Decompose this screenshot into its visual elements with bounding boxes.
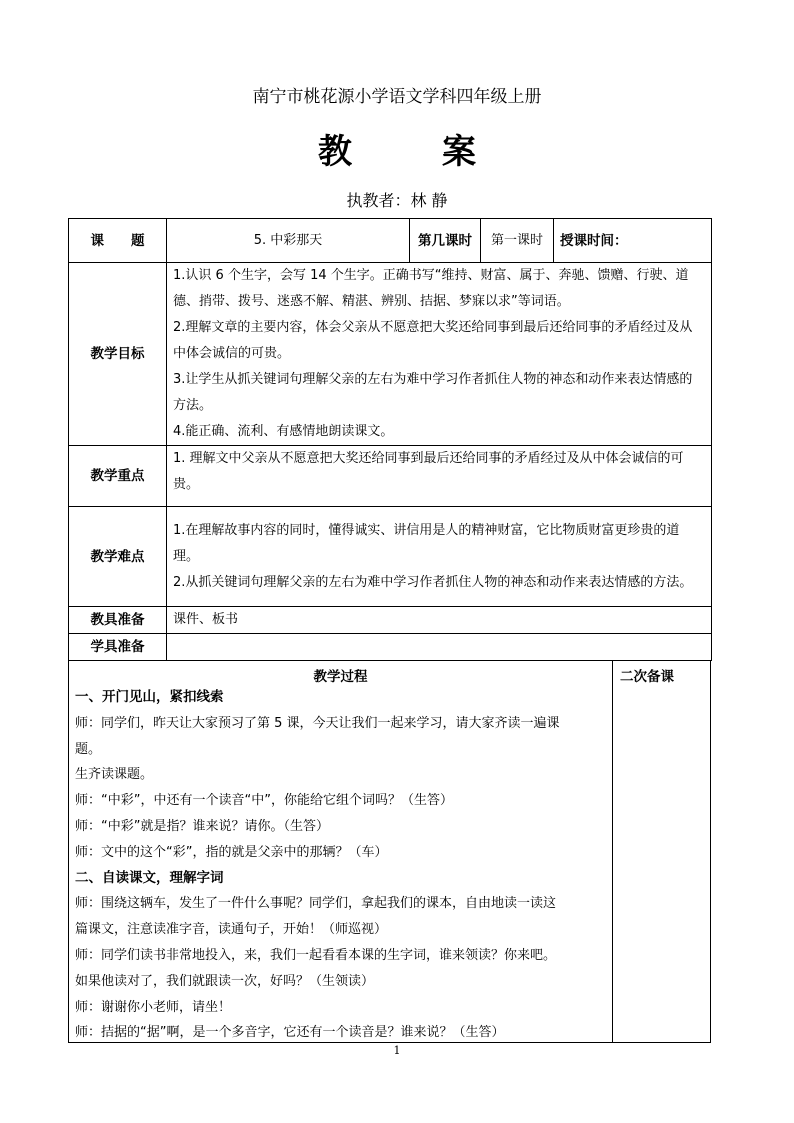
key-content: 1. 理解文中父亲从不愿意把大奖还给同事到最后还给同事的矛盾经过及从中体会诚信的可贵。 <box>167 446 712 507</box>
process-line: 师：同学们读书非常地投入，来，我们一起看看本课的生字词，谁来领读？你来吧。 <box>75 947 557 963</box>
teacher-line: 执教者：林 静 <box>346 191 448 210</box>
process-line: 师：拮据的“据”啊，是一个多音字，它还有一个读音是？谁来说？（生答） <box>75 1025 505 1041</box>
process-line: 题。 <box>75 741 102 757</box>
topic-row <box>69 219 712 263</box>
process-line: 师：同学们，昨天让大家预习了第 5 课，今天让我们一起来学习，请大家齐读一遍课 <box>75 715 560 731</box>
difficult-item: 2.从抓关键词句理解父亲的左右为难中学习作者抓住人物的神态和动作来表达情感的方法。 <box>173 574 693 590</box>
difficult-label: 教学难点 <box>69 507 167 607</box>
student-tools-row <box>69 634 712 661</box>
goal-item: 2.理解文章的主要内容，体会父亲从不愿意把大奖还给同事到最后还给同事的矛盾经过及从中体会诚信的可贵。 <box>173 320 693 361</box>
section-heading: 二、自读课文，理解字词 <box>75 869 224 886</box>
process-lines <box>75 685 607 1046</box>
goal-item: 3.让学生从抓关键词句理解父亲的左右为难中学习作者抓住人物的神态和动作来表达情感的方法。 <box>173 372 693 413</box>
process-line: 篇课文，注意读准字音，读通句子，开始！（师巡视） <box>75 922 388 938</box>
school-heading: 南宁市桃花源小学语文学科四年级上册 <box>252 87 542 107</box>
second-prep-heading: 二次备课 <box>620 669 674 685</box>
process-line: 师：围绕这辆车，发生了一件什么事呢？同学们，拿起我们的课本，自由地读一读这 <box>75 896 557 912</box>
goal-item: 1.认识 6 个生字，会写 14 个生字。正确书写“维持、财富、属于、奔驰、馈赠、行驶、道德、捎带、拨号、迷惑不解、精湛、辨别、拮据、梦寐以求”等词语。 <box>173 268 689 309</box>
document-title: 教 案 <box>318 132 504 172</box>
period-value: 第一课时 <box>481 219 554 263</box>
section-heading: 一、开门见山，紧扣线索 <box>75 689 224 705</box>
goals-label: 教学目标 <box>69 263 167 446</box>
process-heading: 教学过程 <box>313 669 368 685</box>
student-tools-label: 学具准备 <box>69 634 167 661</box>
process-line: 师：“中彩”就是指？谁来说？请你。（生答） <box>75 818 329 834</box>
goal-item: 4.能正确、流利、有感情地朗读课文。 <box>173 424 394 439</box>
goals-content <box>167 263 712 446</box>
difficult-item: 1.在理解故事内容的同时，懂得诚实、讲信用是人的精神财富，它比物质财富更珍贵的道理。 <box>173 522 680 564</box>
page-number: 1 <box>393 1044 401 1057</box>
key-row <box>69 446 712 507</box>
topic-label: 课 题 <box>69 219 167 263</box>
time-label: 授课时间： <box>554 219 712 263</box>
process-line: 师：谢谢你小老师，请坐！ <box>75 999 232 1015</box>
lesson-info-table <box>68 218 712 661</box>
process-line: 如果他读对了，我们就跟读一次，好吗？（生领读） <box>75 973 375 989</box>
tools-label: 教具准备 <box>69 607 167 634</box>
process-line: 师：“中彩”，中还有一个读音“中”，你能给它组个词吗？（生答） <box>75 793 453 809</box>
tools-row <box>69 607 712 634</box>
tools-content: 课件、板书 <box>167 607 712 634</box>
difficult-content <box>167 507 712 607</box>
goals-row <box>69 263 712 446</box>
column-divider <box>612 661 613 1042</box>
teaching-process-section <box>68 661 711 1043</box>
process-line: 生齐读课题。 <box>75 767 154 783</box>
process-line: 师：文中的这个“彩”，指的就是父亲中的那辆？（车） <box>75 844 388 860</box>
difficult-row <box>69 507 712 607</box>
key-label: 教学重点 <box>69 446 167 507</box>
student-tools-content <box>167 634 712 661</box>
period-label: 第几课时 <box>410 219 481 263</box>
lesson-title: 5. 中彩那天 <box>167 219 410 263</box>
